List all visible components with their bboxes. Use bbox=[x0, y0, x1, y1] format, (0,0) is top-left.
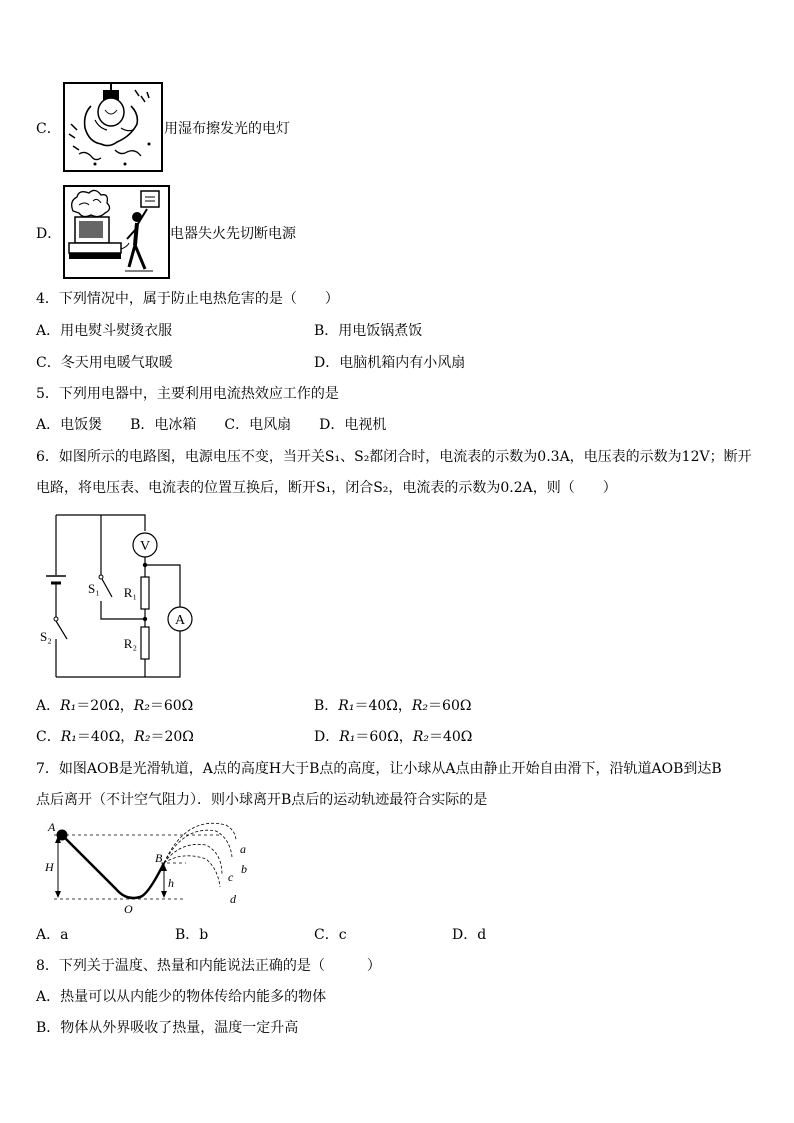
q4-option-a: A．用电熨斗熨烫衣服 bbox=[36, 323, 173, 339]
q6-option-c-v1: ＝40Ω， bbox=[76, 729, 135, 745]
q6-option-d-r2: R₂ bbox=[412, 729, 429, 745]
label-A: A bbox=[48, 820, 56, 834]
s2-switch-blade bbox=[56, 621, 67, 639]
s1-branch-wire-lower bbox=[101, 601, 145, 619]
q4-option-c: C．冬天用电暖气取暖 bbox=[36, 355, 173, 371]
q4-stem: 4．下列情况中，属于防止电热危害的是（ ） bbox=[36, 291, 339, 307]
q6-option-a-r1: R₁ bbox=[60, 698, 77, 714]
q6-stem-line1: 6．如图所示的电路图，电源电压不变，当开关S₁、S₂都闭合时，电流表的示数为0.3A，电压表的示数为12V；断开 bbox=[36, 449, 752, 465]
fire-cut-power-illustration bbox=[63, 185, 170, 279]
q6-option-c-r1: R₁ bbox=[60, 729, 77, 745]
junction-dot-upper bbox=[143, 563, 147, 567]
q3-option-c-letter: C． bbox=[36, 121, 61, 137]
s1-contact-top bbox=[99, 575, 103, 579]
q3-option-d-caption: 电器失火先切断电源 bbox=[170, 226, 296, 242]
q3-option-c-caption: 用湿布擦发光的电灯 bbox=[164, 121, 290, 137]
q6-option-c-r2: R₂ bbox=[134, 729, 151, 745]
circuit-wire-bottom-right bbox=[56, 565, 180, 677]
voltmeter-label: V bbox=[139, 539, 151, 554]
q6-option-d-v1: ＝60Ω， bbox=[355, 729, 413, 745]
wet-cloth-lamp-icon bbox=[65, 84, 161, 170]
q6-option-b-r1: R₁ bbox=[338, 698, 355, 714]
q6-option-c bbox=[36, 728, 194, 746]
q5-stem: 5．下列用电器中，主要利用电流热效应工作的是 bbox=[36, 386, 339, 402]
q3-option-d-letter: D． bbox=[36, 226, 62, 242]
q6-option-d-letter: D． bbox=[314, 729, 340, 745]
label-c: c bbox=[228, 870, 234, 884]
q6-stem-line2: 电路，将电压表、电流表的位置互换后，断开S₁，闭合S₂，电流表的示数为0.2A，则（ ） bbox=[36, 480, 617, 496]
q7-track-diagram bbox=[36, 815, 266, 920]
label-d: d bbox=[230, 892, 236, 906]
smooth-track-aob bbox=[62, 835, 164, 898]
q6-option-a-v1: ＝20Ω， bbox=[76, 698, 134, 714]
label-b: b bbox=[241, 862, 247, 876]
q6-option-d-v2: ＝40Ω bbox=[428, 729, 473, 745]
ball-icon bbox=[57, 830, 68, 841]
label-H: H bbox=[45, 860, 54, 874]
resistor-r2 bbox=[141, 627, 149, 659]
label-O: O bbox=[124, 902, 133, 916]
fire-cut-power-icon bbox=[65, 187, 168, 277]
q4-option-b: B．用电饭锅煮饭 bbox=[314, 323, 423, 339]
q6-option-b bbox=[314, 697, 471, 715]
q6-option-a bbox=[36, 697, 193, 715]
q6-option-d bbox=[314, 728, 472, 746]
q7-stem-line2: 点后离开（不计空气阻力）．则小球离开B点后的运动轨迹最符合实际的是 bbox=[36, 792, 488, 808]
q8-stem: 8．下列关于温度、热量和内能说法正确的是（ ） bbox=[36, 958, 381, 974]
q6-option-a-r2: R₂ bbox=[133, 698, 150, 714]
q6-option-c-v2: ＝20Ω bbox=[150, 729, 194, 745]
q6-option-a-v2: ＝60Ω bbox=[149, 698, 194, 714]
small-h-arrow-down bbox=[161, 891, 167, 898]
junction-dot-lower bbox=[143, 617, 147, 621]
q6-option-c-letter: C． bbox=[36, 729, 61, 745]
wet-cloth-lamp-illustration bbox=[63, 82, 163, 172]
q7-option-d: D．d bbox=[452, 927, 487, 943]
ammeter-label: A bbox=[174, 613, 186, 628]
q8-option-a: A．热量可以从内能少的物体传给内能多的物体 bbox=[36, 989, 327, 1005]
q7-option-c: C．c bbox=[314, 927, 347, 943]
label-a: a bbox=[240, 842, 246, 856]
q6-option-b-r2: R₂ bbox=[411, 698, 429, 714]
q4-option-d: D．电脑机箱内有小风扇 bbox=[314, 355, 466, 371]
h-arrow-down bbox=[55, 891, 61, 898]
q6-option-b-letter: B． bbox=[314, 698, 339, 714]
s1-label: S₁ bbox=[88, 581, 100, 596]
q5-options: A．电饭煲 B．电冰箱 C．电风扇 D．电视机 bbox=[36, 417, 387, 433]
q8-option-b: B．物体从外界吸收了热量，温度一定升高 bbox=[36, 1020, 299, 1036]
r2-label: R₂ bbox=[123, 636, 137, 651]
label-B: B bbox=[155, 851, 163, 865]
s2-label: S₂ bbox=[40, 629, 52, 644]
q6-option-b-v1: ＝40Ω， bbox=[354, 698, 412, 714]
q6-option-d-r1: R₁ bbox=[339, 729, 356, 745]
s2-contact-top bbox=[54, 617, 58, 621]
q7-stem-line1: 7．如图AOB是光滑轨道，A点的高度H大于B点的高度，让小球从A点由静止开始自由滑下，沿轨道AOB到达B bbox=[36, 761, 722, 777]
q6-option-a-letter: A． bbox=[36, 698, 61, 714]
resistor-r1 bbox=[141, 577, 149, 609]
q6-option-b-v2: ＝60Ω bbox=[428, 698, 472, 714]
r1-label: R₁ bbox=[123, 585, 137, 600]
s1-switch-blade bbox=[102, 579, 112, 597]
q7-option-b: B．b bbox=[175, 927, 209, 943]
label-h: h bbox=[168, 876, 174, 890]
q6-circuit-diagram bbox=[30, 505, 210, 685]
q7-option-a: A．a bbox=[36, 927, 69, 943]
